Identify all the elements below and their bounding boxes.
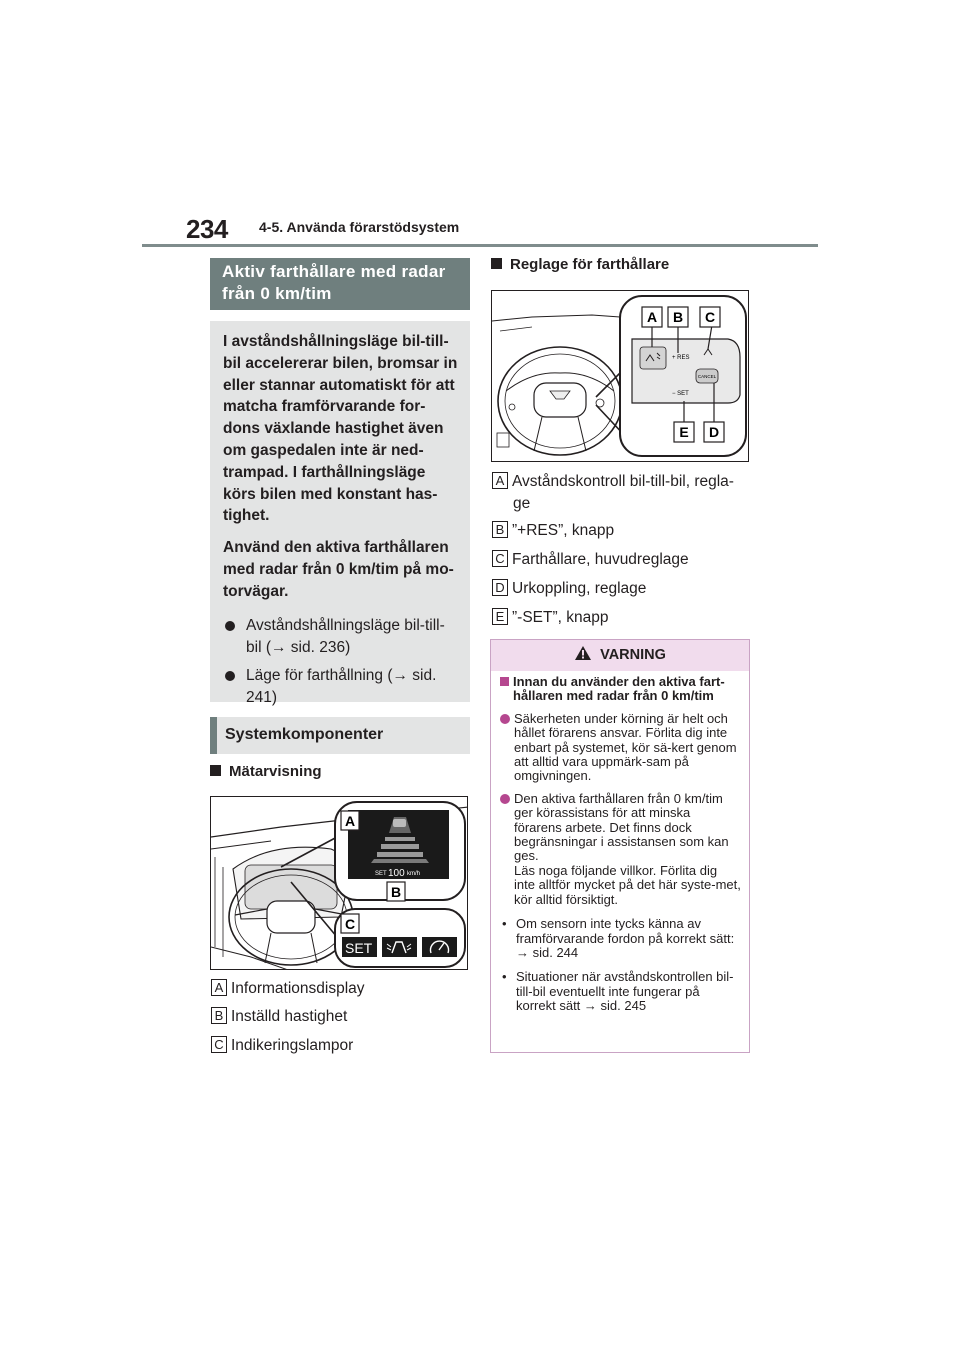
- distance-switch-button: [640, 347, 666, 369]
- legend-item-a: A Avståndskontroll bil-till-bil, regla-ge: [492, 471, 750, 515]
- radar-cruise-indicator: [382, 937, 417, 957]
- page-number: 234: [186, 214, 228, 244]
- bullet-icon: [500, 714, 510, 724]
- warning-subpoint: • Om sensorn inte tycks känna av framförvarande fordon på korrekt sätt: → sid. 244: [502, 916, 735, 960]
- legend-item-c: C Indikeringslampor: [211, 1035, 353, 1057]
- intro-paragraph-1: I avståndshållningsläge bil-till-bil accelererar bilen, bromsar in eller stannar automatiskt för att matcha framförvarande for-dons växlande hastighet även om gaspedalen inte är ned-trampad. I farthållningsläge körs bilen med konstant has-tighet.: [223, 333, 458, 525]
- warning-subpoint: • Situationer när avståndskontrollen bil-till-bil eventuellt inte fungerar på korrekt sätt → sid. 245: [502, 969, 734, 1014]
- bullet-icon: [500, 794, 510, 804]
- cancel-label: CANCEL: [697, 374, 717, 379]
- switch-illustration: [492, 291, 749, 462]
- callout-c: C: [704, 309, 716, 325]
- cruise-indicator: [422, 937, 457, 957]
- callout-d: D: [708, 424, 720, 440]
- warning-header: [491, 640, 749, 671]
- intro-box: [210, 321, 470, 706]
- callout-b: B: [390, 884, 402, 900]
- legend-item-c: C Farthållare, huvudreglage: [492, 549, 689, 571]
- meter-display-figure: [210, 796, 468, 970]
- subheading-system-components: Systemkomponenter: [210, 717, 470, 754]
- legend-item-b: B ”+RES”, knapp: [492, 520, 614, 542]
- meter-subsection-title: Mätarvisning: [210, 763, 322, 780]
- legend-item-b: B Inställd hastighet: [211, 1006, 347, 1028]
- warning-label: VARNING: [600, 647, 666, 663]
- square-bullet-icon: [500, 677, 509, 686]
- list-item: Läge för farthållning (→ sid. 241): [223, 665, 460, 709]
- legend-item-a: A Informationsdisplay: [211, 978, 365, 1000]
- legend-item-e: E ”-SET”, knapp: [492, 607, 608, 629]
- mode-list: [223, 615, 460, 709]
- warning-point: Den aktiva farthållaren från 0 km/tim ger körassistans för att minska förarens arbete. Det finns dock begränsningar i assistansen som kan ges. Läs noga följande villkor. Förlita dig inte alltför mycket på det här syste-met, kör alltid försiktigt.: [500, 792, 741, 907]
- set-label: − SET: [672, 391, 689, 397]
- bullet-icon: [225, 621, 235, 631]
- display-set-text: SET: [375, 871, 387, 877]
- display-unit-text: km/h: [407, 871, 421, 877]
- display-speed-text: 100: [388, 868, 405, 879]
- list-item: Avståndshållningsläge bil-till-bil (→ sid. 236): [223, 615, 460, 659]
- warning-body: [491, 671, 749, 1014]
- callout-a: A: [646, 309, 658, 325]
- switch-subsection-title: Reglage för farthållare: [491, 256, 669, 273]
- bullet-icon: [225, 671, 235, 681]
- warning-point: Säkerheten under körning är helt och hållet förarens ansvar. Förlita dig inte enbart på systemet, kör sä-kert genom att alltid vara uppmärk-sam på omgivningen.: [500, 712, 741, 784]
- callout-c: C: [344, 916, 356, 932]
- warning-triangle-icon: [574, 645, 592, 661]
- callout-e: E: [679, 424, 689, 440]
- square-bullet-icon: [491, 258, 502, 269]
- header-divider: [142, 244, 818, 247]
- section-title: 4-5. Använda förarstödsystem: [259, 219, 460, 235]
- intro-paragraph-2: Använd den aktiva farthållaren med radar från 0 km/tim på mo-torvägar.: [223, 539, 454, 600]
- set-indicator-text: SET: [345, 940, 373, 956]
- warning-box: [490, 639, 750, 1053]
- callout-b: B: [672, 309, 684, 325]
- topic-heading: Aktiv farthållare med radar från 0 km/tim: [210, 258, 470, 310]
- square-bullet-icon: [210, 765, 221, 776]
- legend-item-d: D Urkoppling, reglage: [492, 578, 646, 600]
- warning-title: Innan du använder den aktiva fart-hållaren med radar från 0 km/tim: [500, 675, 741, 704]
- cruise-switch-figure: [491, 290, 749, 462]
- res-label: + RES: [672, 355, 690, 361]
- callout-a: A: [344, 813, 356, 829]
- meter-illustration: [211, 797, 468, 970]
